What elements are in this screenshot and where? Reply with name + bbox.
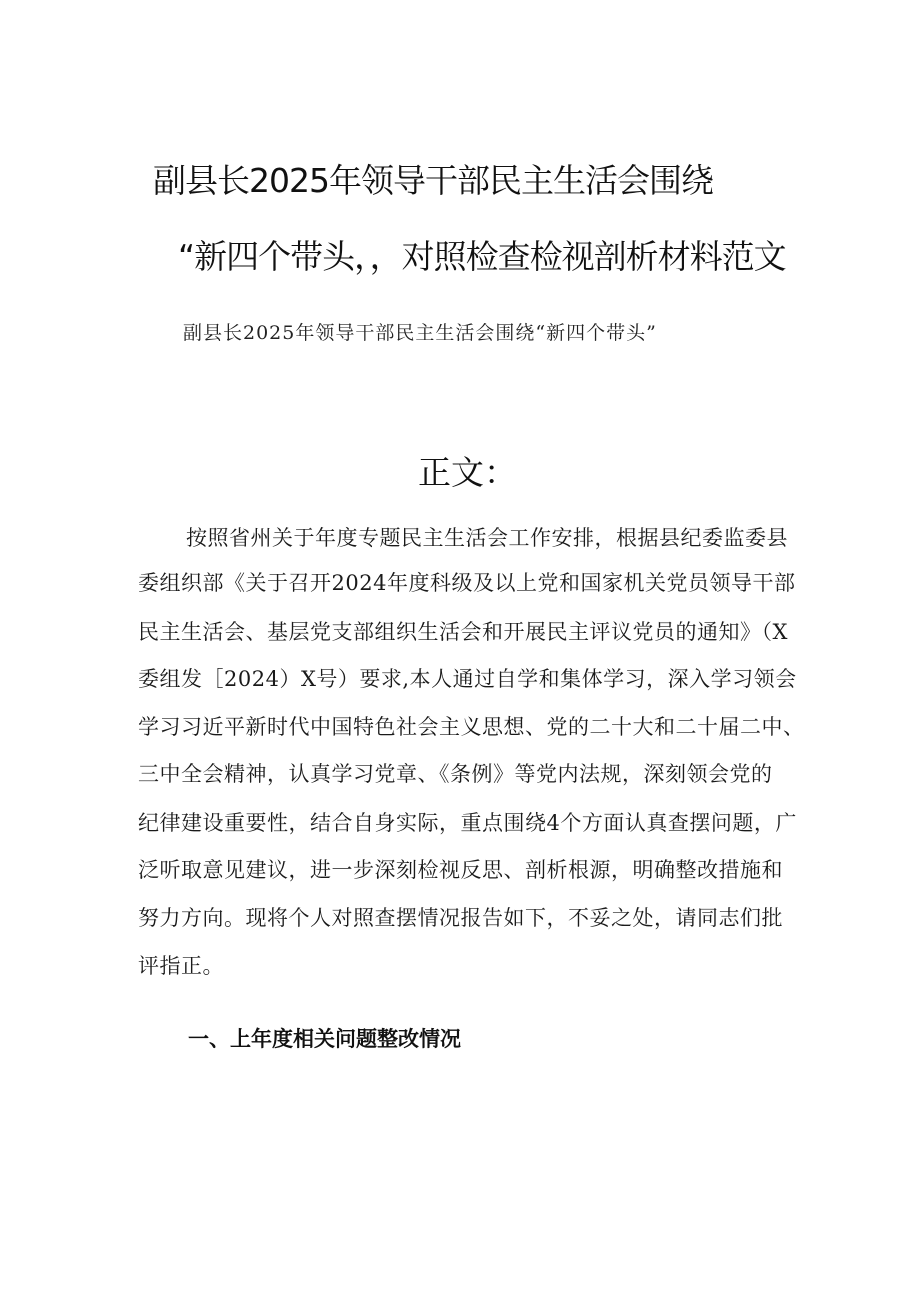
- body-paragraph-line: 评指正。: [138, 954, 224, 978]
- body-paragraph-line: 委组发［2024）X号）要求,本人通过自学和集体学习，深入学习领会: [138, 667, 797, 691]
- document-title-line-2: “新四个带头，，对照检查检视剖析材料范文: [178, 237, 786, 276]
- document-subtitle: 副县长2025年领导干部民主生活会围绕“新四个带头”: [183, 322, 657, 344]
- body-paragraph-line: 纪律建设重要性，结合自身实际，重点围绕4个方面认真查摆问题，广: [138, 811, 797, 835]
- body-paragraph-line: 努力方向。现将个人对照查摆情况报告如下，不妥之处，请同志们批: [138, 906, 783, 930]
- body-paragraph-line: 三中全会精神，认真学习党章、《条例》等党内法规，深刻领会党的: [138, 762, 773, 786]
- body-paragraph-line: 泛听取意见建议，进一步深刻检视反思、剖析根源，明确整改措施和: [138, 858, 783, 882]
- section-heading-main-text: 正文：: [418, 453, 517, 492]
- document-title-line-1: 副县长2025年领导干部民主生活会围绕: [153, 161, 713, 200]
- subsection-heading: 一、上年度相关问题整改情况: [188, 1026, 461, 1051]
- body-paragraph-line: 按照省州关于年度专题民主生活会工作安排，根据县纪委监委县: [186, 526, 788, 550]
- body-paragraph-line: 委组织部《关于召开2024年度科级及以上党和国家机关党员领导干部: [138, 571, 796, 595]
- body-paragraph-line: 民主生活会、基层党支部组织生活会和开展民主评议党员的通知》（X: [138, 620, 788, 644]
- body-paragraph-line: 学习习近平新时代中国特色社会主义思想、党的二十大和二十届二中、: [138, 715, 805, 739]
